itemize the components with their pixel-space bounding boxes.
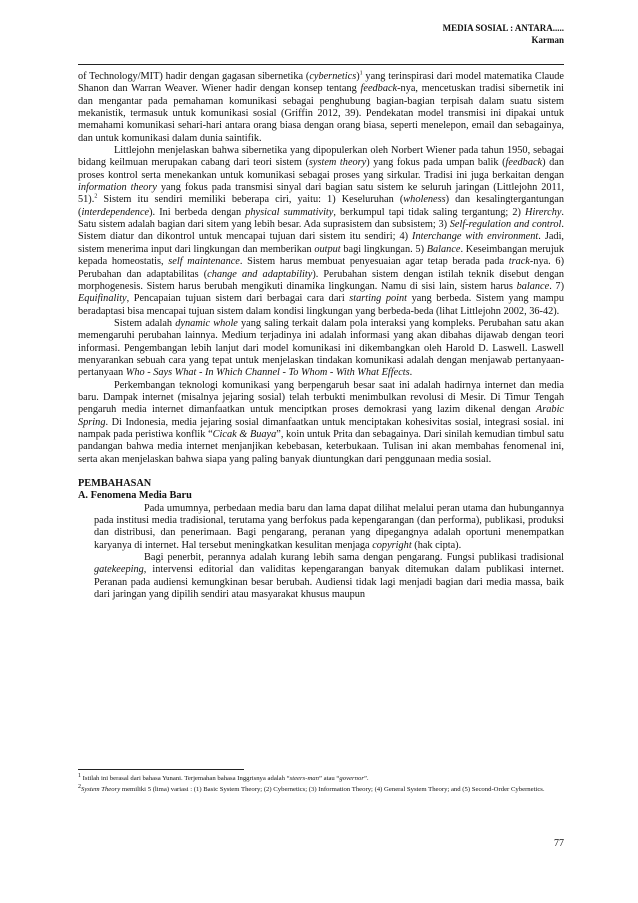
header-author: Karman bbox=[531, 35, 564, 45]
subsection-heading: A. Fenomena Media Baru bbox=[78, 490, 192, 502]
footnote-2: $^2$System Theory memiliki 5 (lima) variasi : (1) Basic System Theory; (2) Cybernetics; (3) Information Theory; (4) General System Theory; and (5) Second-Order Cybernetics. bbox=[78, 783, 545, 793]
footnote-ref-1: 1 bbox=[359, 70, 363, 77]
subsection-body bbox=[78, 503, 564, 602]
footnote-1: $^1$ Istilah ini berasal dari bahasa Yunani. Terjemahan bahasa Inggrisnya adalah “steers-man” atau “governor”. bbox=[78, 772, 369, 782]
paragraph-3: Sistem adalah dynamic whole yang saling terkait dalam pola interaksi yang kompleks. Perubahan satu akan memengaruhi perubahan lainnya. Medium terjadinya ini adalah informasi yang akan dibahas dijawab dengan teori informasi. Pengembangan lebih lanjut dari model komunikasi ini dikembangkan oleh Harold D. Laswell. Laswell menyarankan sebuah cara yang tepat untuk menjelaskan tindakan komunikasi adalah dengan menjawab pertanyaan-pertanyaan Who - Says What - In Which Channel - To Whom - With What Effects. bbox=[78, 317, 564, 379]
footnote-rule bbox=[78, 769, 244, 770]
paragraph-2: Littlejohn menjelaskan bahwa sibernetika yang dipopulerkan oleh Norbert Wiener pada tahun 1950, sebagai bidang keilmuan merupakan cabang dari teori sistem (system theory) yang fokus pada umpan balik (feedback) dan proses kontrol serta menekankan untuk komunikasi sebagai proses yang sirkular. Tradisi ini juga berkaitan dengan information theory yang fokus pada transmisi sinyal dari bagian satu sistem ke seluruh jaringan (Littlejohn 2011, 51).$^2$ Sistem itu sendiri memiliki beberapa ciri, yaitu: 1) Keseluruhan (wholeness) dan kesalingtergantungan (interdependence). Ini berbeda dengan physical summativity, berkumpul tapi tidak saling tergantung; 2) Hirerchy. Satu sistem adalah bagian dari sitem yang lebih besar. Ada suprasistem dan subsistem; 3) Self-regulation and control. Sistem diatur dan dikontrol untuk mencapai tujuan dari sistem itu sendiri; 4) Interchange with environment. Jadi, sistem menerima input dari lingkungan dan memberikan output bagi lingkungan. 5) Balance. Keseimbangan merujuk kepada homeostatis, self maintenance. Sistem harus membuat penyesuaian agar tetap berada pada track-nya. 6) Perubahan dan adaptabilitas (change and adaptability). Perubahan sistem dengan istilah teknik disebut dengan morphogenesis. Sistem harus berubah mengikuti dinamika lingkungan. Namu di sisi lain, sistem harus balance. 7) Equifinality, Pencapaian tujuan sistem dari berbagai cara dari starting point yang berbeda. Sistem yang mampu beradaptasi bisa mencapai tujuan sistem dalam kondisi lingkungan yang berbeda-beda (lihat Littlejohn 2002, 36-42). bbox=[78, 145, 565, 317]
header-rule bbox=[78, 64, 564, 65]
section-heading: PEMBAHASAN bbox=[78, 478, 152, 489]
footnote-ref-2: 2 bbox=[94, 194, 98, 201]
body-text bbox=[78, 71, 564, 601]
paragraph-1: of Technology/MIT) hadir dengan gagasan sibernetika (cybernetics)$^1$ yang terinspirasi dari model matematika Claude Shanon dan Warran Weaver. Wiener hadir dengan konsep tentang feedback-nya, mencetuskan tradisi sibernetik ini dan mengantar pada pemahaman komunikasi sebagai penghubung bagian-bagian terpisah dalam suatu sistem mekanistik, termasuk untuk komunikasi sosial (Griffin 2012, 39). Pendekatan model transmisi ini dipakai untuk memahami komunikasi sehari-hari antara orang biasa dengan orang biasa, seperti menelepon, email dan sebagainya, dan untuk komunikasi dalam dunia saintifik. bbox=[78, 70, 565, 144]
footnotes bbox=[78, 773, 564, 795]
page-number: 77 bbox=[554, 838, 564, 849]
paragraph-4: Perkembangan teknologi komunikasi yang berpengaruh besar saat ini adalah hadirnya internet dan media baru. Dampak internet (misalnya jejaring sosial) telah terbukti menimbulkan revolusi di Mesir. Di Timur Tengah pengaruh media internet dimanfaatkan untuk menciptkan proses demokrasi yang lazim dikenal dengan Arabic Spring. Di Indonesia, media jejaring sosial dimanfaatkan untuk menciptakan kohesivitas sosial, integrasi sosial. ini nampak pada peristiwa konflik “Cicak & Buaya”, koin untuk Prita dan sebagainya. Dari sinilah kemudian timbul satu pandangan bahwa media internet menjanjikan kebebasan, keterbukaan. Tulisan ini akan membahas fenomenal ini, serta akan menjelaskan bahwa siapa yang paling banyak diuntungkan dari penggunaan media sosial. bbox=[78, 379, 564, 465]
paragraph-5: Pada umumnya, perbedaan media baru dan lama dapat dilihat melalui peran utama dan hubungannya pada institusi media tradisional, terutama yang berfokus pada kepengarangan (dan performa), publikasi, produksi dan distribusi, dan penerimaan. Bagi pengarang, peranan yang dipegangnya adalah oportuni menempatkan karyanya di internet. Hal tersebut meningkatkan kesulitan menjaga copyright (hak cipta). bbox=[94, 502, 564, 551]
header-title: MEDIA SOSIAL : ANTARA..... bbox=[442, 23, 564, 33]
running-header bbox=[443, 22, 564, 46]
paragraph-6: Bagi penerbit, perannya adalah kurang lebih sama dengan pengarang. Fungsi publikasi tradisional gatekeeping, intervensi editorial dan validitas kepengarangan banyak ditemukan dalam publikasi internet. Peranan pada audiensi kemungkinan besar berubah. Audiensi tidak lagi menjadi bagian dari media massa, baik dari jaringan yang dipilih sendiri atau masyarakat khusus maupun bbox=[94, 552, 564, 601]
